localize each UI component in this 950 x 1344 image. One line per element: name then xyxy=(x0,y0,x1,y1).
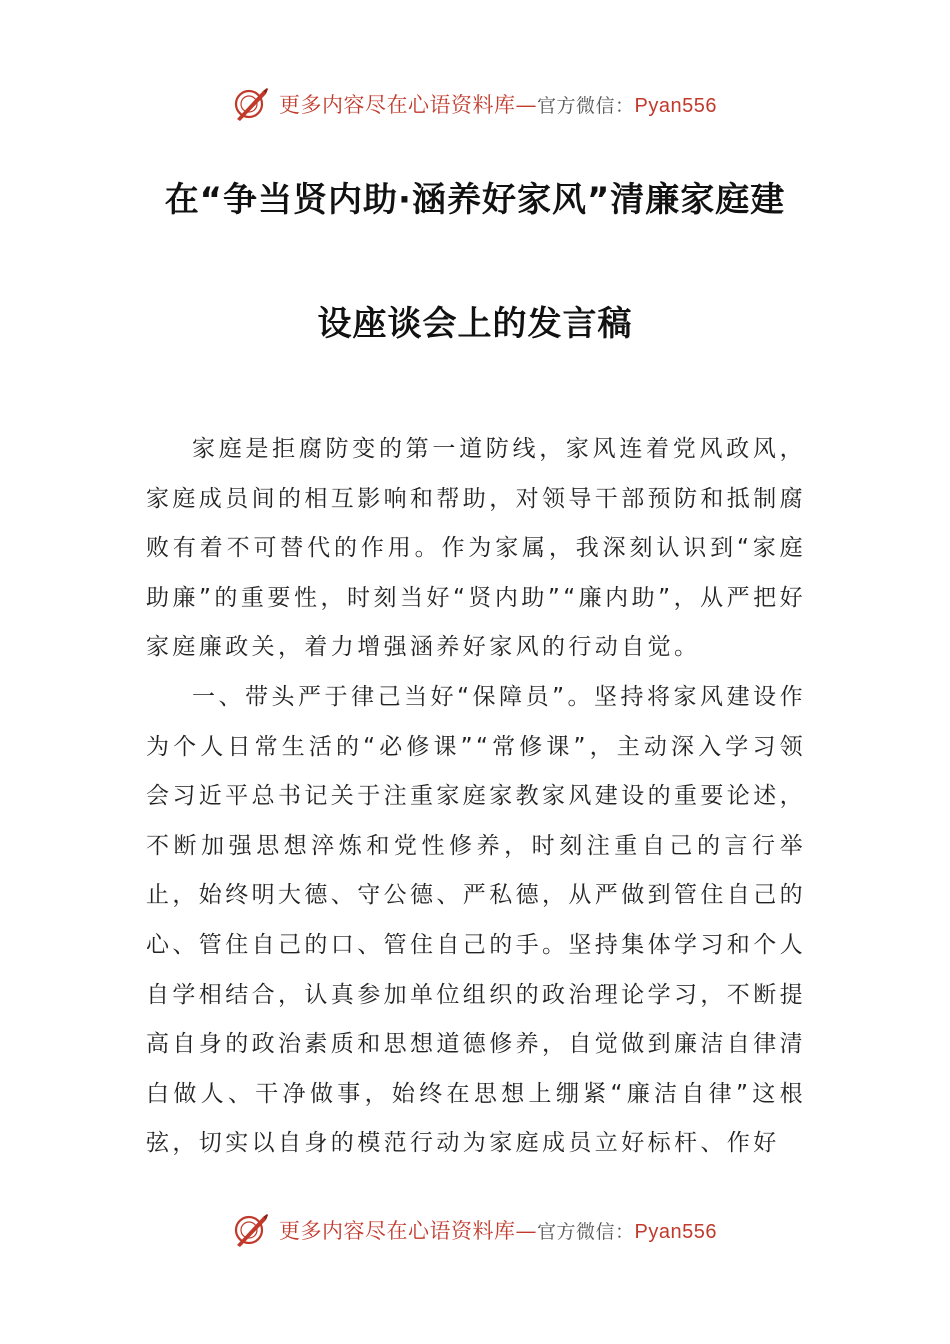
watermark-wechat-id: Pyan556 xyxy=(634,95,717,117)
footer-watermark-banner xyxy=(0,1208,950,1252)
watermark-text xyxy=(279,89,717,119)
document-title-line-1: 在“争当贤内助·涵养好家风”清廉家庭建 xyxy=(164,180,786,220)
watermark-text xyxy=(279,1215,717,1245)
watermark-main-text: 更多内容尽在心语资料库 xyxy=(279,93,516,117)
watermark-main-text: 更多内容尽在心语资料库 xyxy=(279,1219,516,1243)
paragraph-section-1: 一、带头严于律己当好“保障员”。坚持将家风建设作为个人日常生活的“必修课”“常修课”，主动深入学习领会习近平总书记关于注重家庭家教家风建设的重要论述，不断加强思想淬炼和党性修养，时刻注重自己的言行举止，始终明大德、守公德、严私德，从严做到管住自己的心、管住自己的口、管住自己的手。坚持集体学习和个人自学相结合，认真参加单位组织的政治理论学习，不断提高自身的政治素质和思想道德修养，自觉做到廉洁自律清白做人、干净做事，始终在思想上绷紧“廉洁自律”这根弦，切实以自身的模范行动为家庭成员立好标杆、作好 xyxy=(146,683,806,1157)
watermark-official-label: 官方微信： xyxy=(537,95,635,117)
document-title-line-2: 设座谈会上的发言稿 xyxy=(317,304,633,344)
paragraph-intro: 家庭是拒腐防变的第一道防线，家风连着党风政风，家庭成员间的相互影响和帮助，对领导干部预防和抵制腐败有着不可替代的作用。作为家属，我深刻认识到“家庭助廉”的重要性，时刻当好“贤内助”“廉内助”，从严把好家庭廉政关，着力增强涵养好家风的行动自觉。 xyxy=(146,436,806,661)
watermark-official-label: 官方微信： xyxy=(537,1221,635,1243)
document-body xyxy=(146,425,806,1169)
header-watermark-banner xyxy=(0,82,950,126)
watermark-wechat-id: Pyan556 xyxy=(634,1221,717,1243)
watermark-dash: — xyxy=(515,1219,537,1243)
pen-seal-logo-icon xyxy=(233,86,269,122)
watermark-dash: — xyxy=(515,93,537,117)
pen-seal-logo-icon xyxy=(233,1212,269,1248)
